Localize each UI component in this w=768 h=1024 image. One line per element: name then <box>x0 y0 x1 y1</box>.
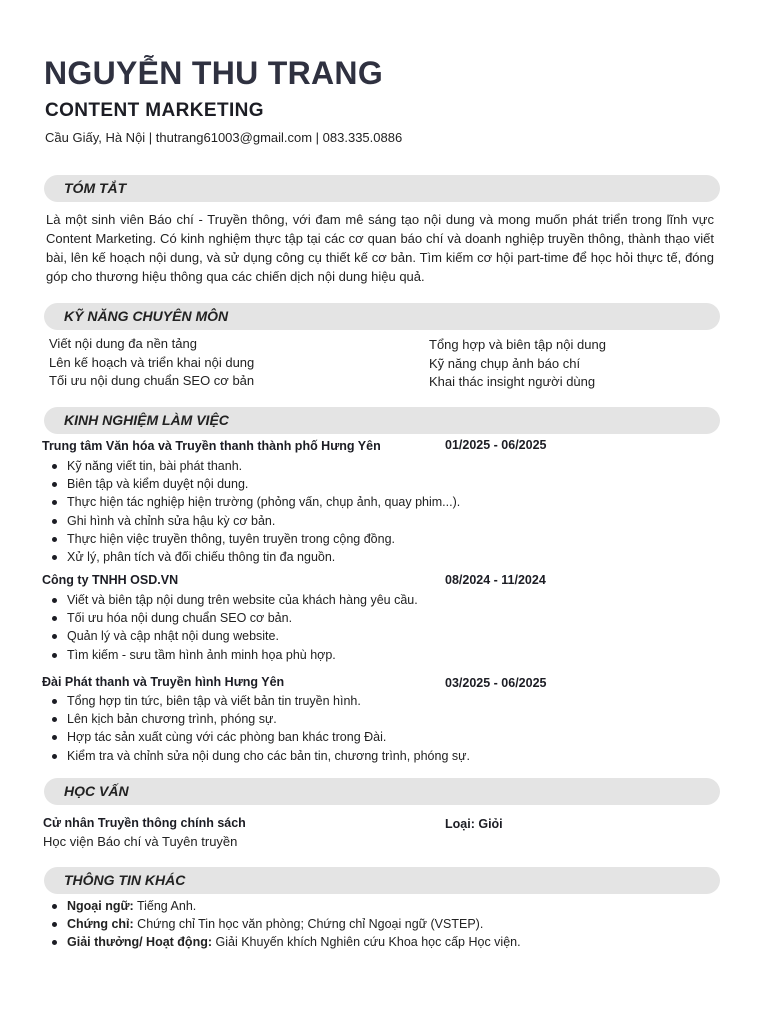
education-school: Học viện Báo chí và Tuyên truyền <box>43 834 238 849</box>
skill-item: Tối ưu nội dung chuẩn SEO cơ bản <box>49 373 255 388</box>
job-company: Trung tâm Văn hóa và Truyền thanh thành phố Hưng Yên <box>42 439 381 453</box>
grade-value: Giỏi <box>478 817 503 831</box>
list-item: Thực hiện việc truyền thông, tuyên truyền trong cộng đồng. <box>49 530 460 548</box>
summary-text: Là một sinh viên Báo chí - Truyền thông, với đam mê sáng tạo nội dung và mong muốn phát triển trong lĩnh vực Content Marketing. Có kinh nghiệm thực tập tại các cơ quan báo chí và doanh nghiệp truyền thông, thành thạo viết bài, lên kế hoạch nội dung, và sử dụng công cụ thiết kế cơ bản. Tìm kiếm cơ hội part-time để học hỏi thực tế, đóng góp cho thương hiệu thông qua các chiến dịch nội dung hiệu quả. <box>46 212 714 284</box>
list-item: Tối ưu hóa nội dung chuẩn SEO cơ bản. <box>49 609 418 627</box>
skill-item: Tổng hợp và biên tập nội dung <box>429 337 606 352</box>
job-duties-list <box>49 457 460 566</box>
list-item: Tổng hợp tin tức, biên tập và viết bản tin truyền hình. <box>49 692 470 710</box>
education-degree: Cử nhân Truyền thông chính sách <box>43 816 246 830</box>
job-duties-list <box>49 692 470 765</box>
section-education-header <box>44 778 720 805</box>
list-item: Thực hiện tác nghiệp hiện trường (phỏng vấn, chụp ảnh, quay phim...). <box>49 493 460 511</box>
info-value: Chứng chỉ Tin học văn phòng; Chứng chỉ Ngoại ngữ (VSTEP). <box>137 917 484 932</box>
list-item: Ghi hình và chỉnh sửa hậu kỳ cơ bản. <box>49 512 460 530</box>
list-item: Viết và biên tập nội dung trên website của khách hàng yêu cầu. <box>49 591 418 609</box>
section-experience-header <box>44 407 720 434</box>
section-other-header <box>44 867 720 894</box>
list-item: Biên tập và kiểm duyệt nội dung. <box>49 475 460 493</box>
skills-list-right <box>429 336 606 392</box>
list-item: Kỹ năng viết tin, bài phát thanh. <box>49 457 460 475</box>
skills-list-left <box>49 335 254 391</box>
section-skills-header <box>44 303 720 330</box>
contact-line: Cầu Giấy, Hà Nội | thutrang61003@gmail.com | 083.335.0886 <box>45 130 403 145</box>
list-item: Xử lý, phân tích và đối chiếu thông tin đa nguồn. <box>49 548 460 566</box>
skill-item: Viết nội dung đa nền tảng <box>49 336 197 351</box>
skill-item: Lên kế hoạch và triển khai nội dung <box>49 354 255 370</box>
list-item: Hợp tác sản xuất cùng với các phòng ban khác trong Đài. <box>49 728 470 746</box>
section-title: KỸ NĂNG CHUYÊN MÔN <box>64 308 229 324</box>
job-period: 03/2025 - 06/2025 <box>445 676 547 690</box>
section-title: THÔNG TIN KHÁC <box>64 872 186 888</box>
info-label: Giải thưởng/ Hoạt động: <box>67 935 213 950</box>
section-summary-header <box>44 175 720 202</box>
job-period: 01/2025 - 06/2025 <box>445 438 547 452</box>
list-item <box>49 933 521 951</box>
skill-item: Kỹ năng chụp ảnh báo chí <box>429 355 581 371</box>
list-item: Kiểm tra và chỉnh sửa nội dung cho các bản tin, chương trình, phóng sự. <box>49 747 470 765</box>
education-grade <box>445 817 503 831</box>
info-value: Giải Khuyến khích Nghiên cứu Khoa học cấp Học viện. <box>215 935 521 950</box>
section-title: HỌC VẤN <box>64 783 129 799</box>
info-label: Ngoại ngữ: <box>67 899 134 913</box>
list-item: Quản lý và cập nhật nội dung website. <box>49 627 418 645</box>
job-company: Công ty TNHH OSD.VN <box>42 573 179 587</box>
info-value: Tiếng Anh. <box>136 899 197 913</box>
job-period: 08/2024 - 11/2024 <box>445 573 546 587</box>
job-duties-list <box>49 591 418 664</box>
section-title: KINH NGHIỆM LÀM VIỆC <box>64 412 229 428</box>
grade-label: Loại: <box>445 817 475 831</box>
info-label: Chứng chỉ: <box>67 917 134 932</box>
candidate-role: CONTENT MARKETING <box>45 100 264 121</box>
job-company: Đài Phát thanh và Truyền hình Hưng Yên <box>42 675 285 689</box>
candidate-name: NGUYỄN THU TRANG <box>44 55 384 91</box>
list-item: Lên kịch bản chương trình, phóng sự. <box>49 710 470 728</box>
section-title: TÓM TẮT <box>64 180 127 196</box>
list-item <box>49 915 521 933</box>
list-item <box>49 897 521 915</box>
list-item: Tìm kiếm - sưu tầm hình ảnh minh họa phù hợp. <box>49 646 418 664</box>
other-info-list <box>49 897 521 952</box>
skill-item: Khai thác insight người dùng <box>429 374 596 389</box>
